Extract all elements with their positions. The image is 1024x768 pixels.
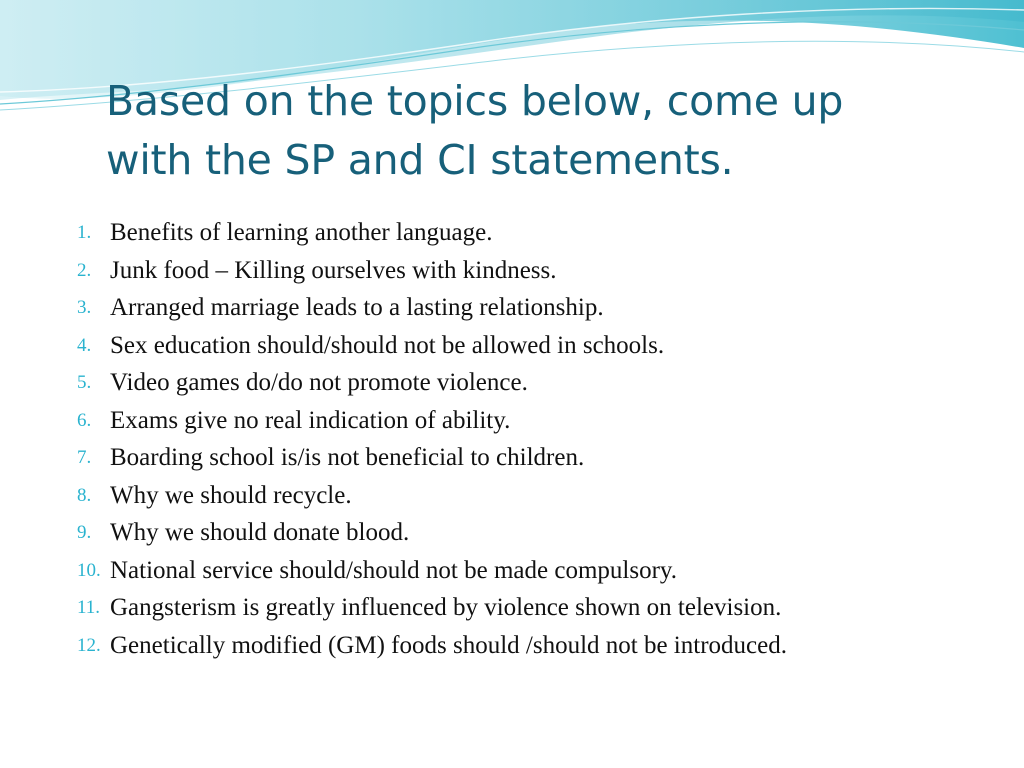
item-text: Gangsterism is greatly influenced by violence shown on television. xyxy=(110,594,782,621)
slide-title xyxy=(106,72,946,190)
item-text: Genetically modified (GM) foods should /should not be introduced. xyxy=(110,631,787,659)
item-number: 12. xyxy=(77,634,101,656)
list-item xyxy=(0,477,1024,515)
list-item xyxy=(0,364,1024,402)
item-number: 6. xyxy=(77,409,92,431)
item-number: 9. xyxy=(77,522,92,543)
title-line-1: Based on the topics below, come up xyxy=(106,77,844,125)
topic-list xyxy=(0,214,1024,664)
item-text: Boarding school is/is not beneficial to children. xyxy=(110,444,585,471)
list-item xyxy=(0,589,1024,627)
item-number: 5. xyxy=(77,372,92,393)
list-item xyxy=(0,402,1024,440)
list-item xyxy=(0,439,1024,477)
list-item xyxy=(0,327,1024,365)
item-number: 1. xyxy=(77,222,92,243)
item-text: Sex education should/should not be allowed in schools. xyxy=(110,331,665,359)
list-item xyxy=(0,552,1024,590)
item-text: Video games do/do not promote violence. xyxy=(110,369,528,396)
item-number: 2. xyxy=(77,259,92,281)
item-text: Junk food – Killing ourselves with kindness. xyxy=(110,256,557,284)
item-number: 8. xyxy=(77,484,92,506)
list-item xyxy=(0,214,1024,252)
title-line-2: with the SP and CI statements. xyxy=(106,136,734,184)
item-text: Exams give no real indication of ability. xyxy=(110,406,511,434)
item-text: Arranged marriage leads to a lasting relationship. xyxy=(110,294,604,321)
item-number: 10. xyxy=(77,559,101,581)
item-number: 3. xyxy=(77,297,92,318)
item-text: Why we should recycle. xyxy=(110,481,352,509)
list-item xyxy=(0,627,1024,665)
item-text: Why we should donate blood. xyxy=(110,519,410,546)
item-text: Benefits of learning another language. xyxy=(110,219,493,246)
list-item xyxy=(0,289,1024,327)
item-number: 7. xyxy=(77,447,92,468)
item-text: National service should/should not be made compulsory. xyxy=(110,556,678,584)
list-item xyxy=(0,514,1024,552)
list-item xyxy=(0,252,1024,290)
item-number: 4. xyxy=(77,334,92,356)
item-number: 11. xyxy=(77,597,101,618)
